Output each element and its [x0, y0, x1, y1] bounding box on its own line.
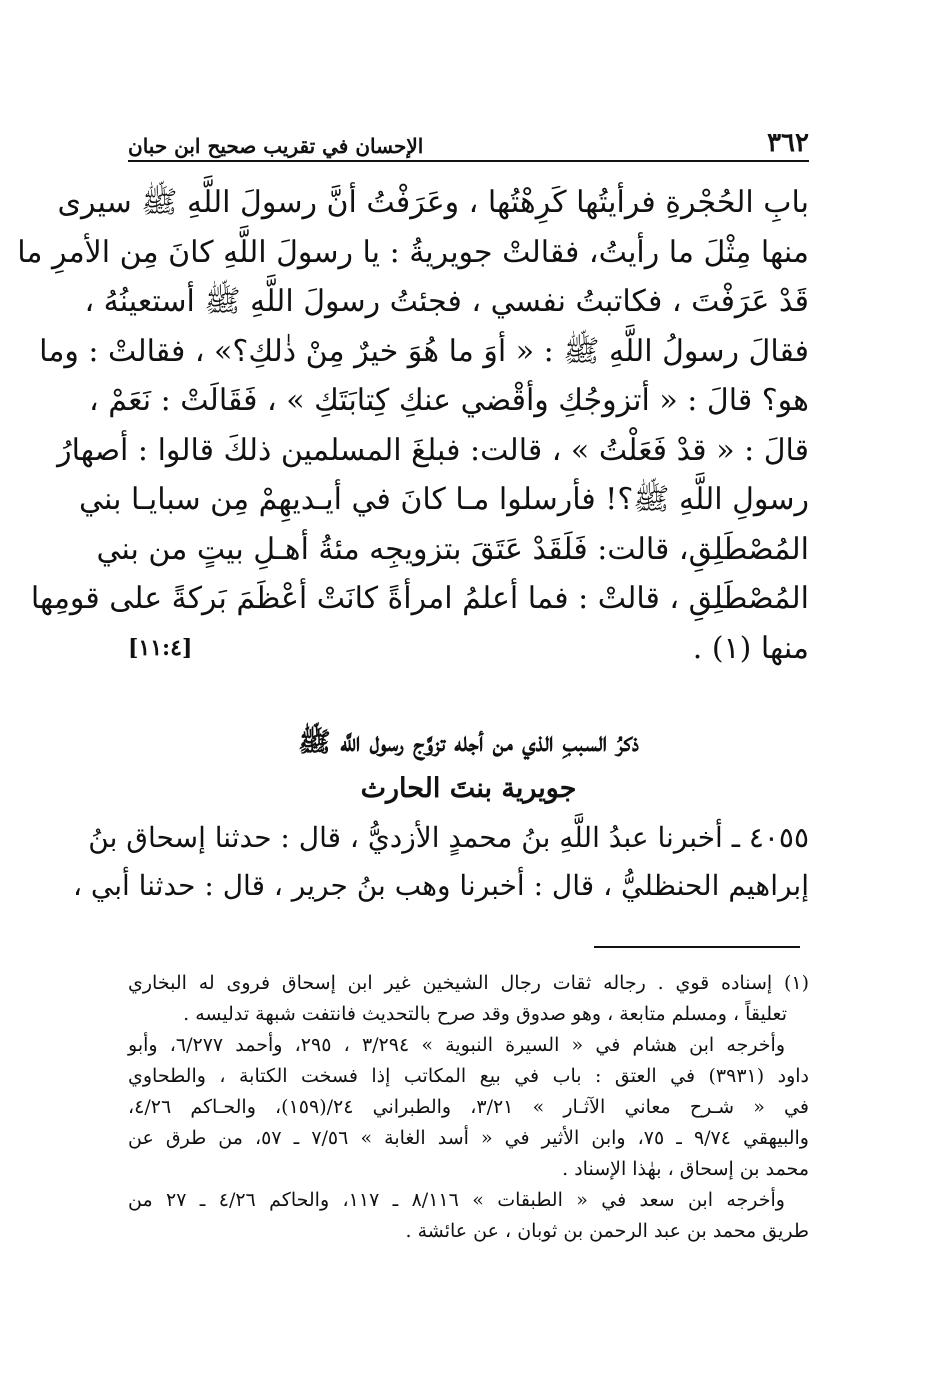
- section-heading: [128, 720, 809, 812]
- running-title: الإحسان في تقريب صحيح ابن حبان: [128, 134, 424, 158]
- text-line: رسولِ اللَّهِ ﷺ؟! فأرسلوا مـا كانَ في أيـديهِمْ مِن سبايـا بني: [79, 482, 809, 517]
- footnote-line: في « شـرح معاني الآثـار » ٣/٢١، والطبراني ٢٤/(١٥٩)، والحـاكم ٤/٢٦،: [128, 1096, 809, 1118]
- footnote-line: والبيهقي ٩/٧٤ ـ ٧٥، وابن الأثير في « أسد الغابة » ٧/٥٦ ـ ٥٧، من طرق عن: [128, 1127, 809, 1149]
- text-line: قَدْ عَرَفْتَ ، فكاتبتُ نفسي ، فجئتُ رسولَ اللَّهِ ﷺ أستعينُهُ ،: [84, 284, 809, 319]
- text-line: هو؟ قالَ : « أتزوجُكِ وأقْضي عنكِ كِتابَتَكِ » ، فَقَالَتْ : نَعَمْ ،: [89, 383, 809, 418]
- heading-line-2: جويرية بنتَ الحارث: [360, 773, 577, 804]
- text-line: بابِ الحُجْرةِ فرأيتُها كَرِهْتُها ، وعَرَفْتُ أنَّ رسولَ اللَّهِ ﷺ سيرى: [57, 185, 809, 220]
- footnote-line: وأخرجه ابن سعد في « الطبقات » ٨/١١٦ ـ ١١٧، والحاكم ٤/٢٦ ـ ٢٧ من: [128, 1189, 785, 1211]
- hadith-line: إبراهيم الحنظليُّ ، قال : أخبرنا وهب بنُ جرير ، قال : حدثنا أبي ،: [72, 869, 809, 902]
- footnote-separator: [594, 946, 800, 948]
- hadith-text: [72, 814, 809, 910]
- text-line: منها مِثْلَ ما رأيتُ، فقالتْ جويريةُ : يا رسولَ اللَّهِ كانَ مِن الأمرِ ما: [17, 234, 809, 270]
- footnote-line: داود (٣٩٣١) في العتق : باب في بيع المكاتب إذا فسخت الكتابة ، والطحاوي: [128, 1065, 809, 1087]
- header-rule: [128, 160, 809, 162]
- page-header: [128, 118, 809, 158]
- text-line: قالَ : « قدْ فَعَلْتُ » ، قالت: فبلغَ المسلمين ذلكَ قالوا : أصهارُ: [57, 432, 809, 468]
- page-number: ٣٦٢: [767, 128, 809, 158]
- text-line-last: [128, 624, 809, 674]
- hadith-line: ٤٠٥٥ ـ أخبرنا عبدُ اللَّهِ بنُ محمدٍ الأزديُّ ، قال : حدثنا إسحاق بنُ: [88, 821, 809, 854]
- footnote-line: وأخرجه ابن هشام في « السيرة النبوية » ٣/٢٩٤ ، ٢٩٥، وأحمد ٦/٢٧٧، وأبو: [128, 1034, 786, 1056]
- heading-line-1: ذكرُ السببِ الذي من أجله تزوَّج رسول اللَّه ﷺ: [298, 727, 639, 758]
- footnotes: [128, 968, 809, 1247]
- last-line-text: منها (١) .: [692, 630, 809, 666]
- hadith-reference: [١١:٤]: [128, 634, 193, 661]
- footnote-line: (١) إسناده قوي . رجاله ثقات رجال الشيخين غير ابن إسحاق فروى له البخاري: [128, 972, 809, 994]
- footnote-line: طريق محمد بن عبد الرحمن بن ثوبان ، عن عائشة .: [405, 1220, 809, 1242]
- footnote-line: تعليقاً ، ومسلم متابعة ، وهو صدوق وقد صرح بالتحديث فانتفت شبهة تدليسه .: [183, 1003, 787, 1025]
- text-line: المُصْطَلِقِ، قالت: فَلَقَدْ عَتَقَ بتزويجِه مئةُ أهـلِ بيتٍ من بني: [96, 531, 809, 567]
- footnote-line: محمد بن إسحاق ، بهٰذا الإسناد .: [562, 1158, 809, 1180]
- text-line: فقالَ رسولُ اللَّهِ ﷺ : « أوَ ما هُوَ خيرٌ مِنْ ذٰلكِ؟» ، فقالتْ : وما: [39, 333, 809, 369]
- text-line: المُصْطَلِقِ ، قالتْ : فما أعلمُ امرأةً كانَتْ أعْظَمَ بَركةً على قومِها: [30, 581, 809, 616]
- main-text: [17, 178, 809, 673]
